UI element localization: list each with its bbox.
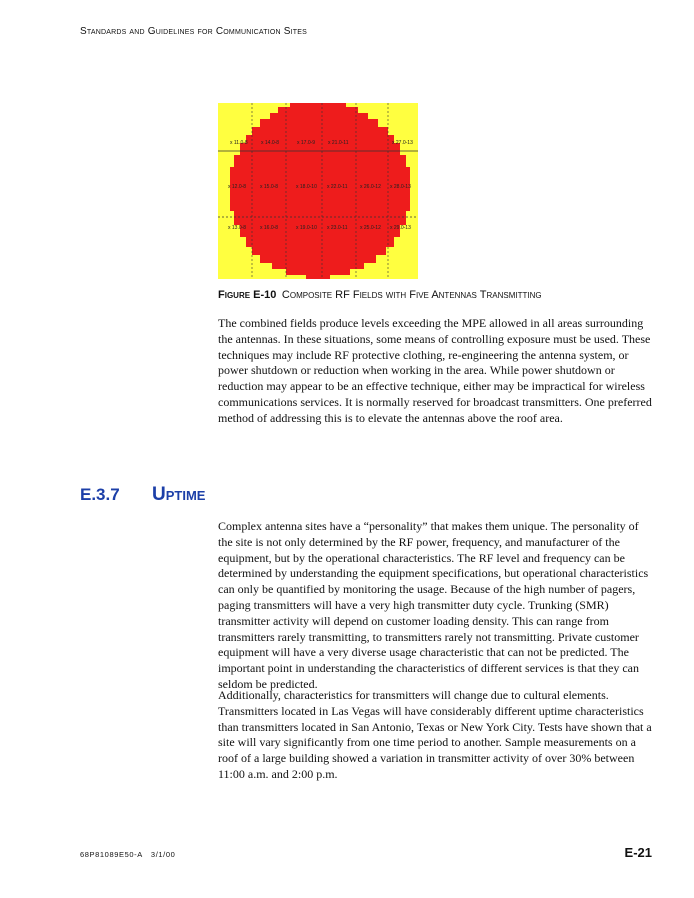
cell-label: x 27.0-13 [392,140,413,146]
cell-label: x 25.0-12 [360,225,381,231]
rf-field-figure [218,103,418,279]
cell-label: x 14.0-8 [261,140,280,146]
section-number: E.3.7 [80,485,120,504]
body-paragraph-3: Additionally, characteristics for transmitters will change due to cultural elements. Transmitters located in Las Vegas will have considerably different uptime characteristics than transmitters located in San Antonio, Texas or New York City. Tests have shown that a site will vary significantly from one time period to another. Sample measurements on a roof of a large building showed a variation in transmitter activity of over 30% between 11:00 a.m. and 2:00 p.m. [218,688,652,781]
footer-date: 3/1/00 [150,850,176,859]
cell-label: x 11.0-8 [230,140,248,146]
running-header [80,26,307,37]
cell-label: x 13.0-8 [228,225,247,231]
body-paragraph-2: Complex antenna sites have a “personality” that makes them unique. The personality of the site is not only determined by the RF power, frequency, and manufacturer of the equipment, but by the operational characteristics. The RF level and frequency can be determined by understanding the equipment specifications, but operational characteristics can only be quantified by monitoring the usage. Because of the high number of pagers, paging transmitters will have a very high transmitter duty cycle. Trunking (SMR) transmitter activity will depend on customer loading density. This can range from transmitters rarely transmitting, to transmitters rarely not transmitting. Private customer equipment will have a very diverse usage characteristic that can not be predicted. The important point in understanding the characteristics of different services is that they can seldom be predicted. [218,519,649,691]
cell-label: x 29.0-13 [390,225,411,231]
section-heading [80,484,205,506]
footer-doc-id: 68P81089E50-A [80,850,143,859]
cell-label: x 15.0-8 [260,184,279,190]
rf-field-area [230,103,410,279]
page-number: E-21 [624,845,652,860]
section-title: Uptime [152,484,206,505]
figure-caption-label: Figure E-10 [218,289,277,301]
cell-label: x 18.0-10 [296,184,317,190]
cell-label: x 28.0-13 [390,184,411,190]
cell-label: x 21.0-11 [328,140,349,146]
cell-label: x 12.0-8 [228,184,247,190]
cell-label: x 26.0-12 [360,184,381,190]
cell-label: x 22.0-11 [327,184,348,190]
body-paragraph-1: The combined fields produce levels exceeding the MPE allowed in all areas surrounding the antennas. In these situations, some means of controlling exposure must be used. These techniques may include RF protective clothing, re-engineering the antenna system, or power shutdown or reduction when working in the area. While power shutdown or reduction may appear to be an effective technique, either may be impractical for wireless communications services. It is normally reserved for broadcast transmitters. One preferred method of addressing this is to elevate the antennas above the roof area. [218,316,652,425]
running-header-text: Standards and Guidelines for Communication Sites [80,26,307,37]
cell-label: x 17.0-9 [297,140,316,146]
cell-label: x 19.0-10 [296,225,317,231]
figure-caption-text: Composite RF Fields with Five Antennas Transmitting [281,289,542,301]
figure-caption [218,289,542,301]
footer-doc-info [80,850,175,859]
cell-label: x 16.0-8 [260,225,279,231]
cell-label: x 23.0-11 [327,225,348,231]
rf-field-plot [218,103,418,279]
